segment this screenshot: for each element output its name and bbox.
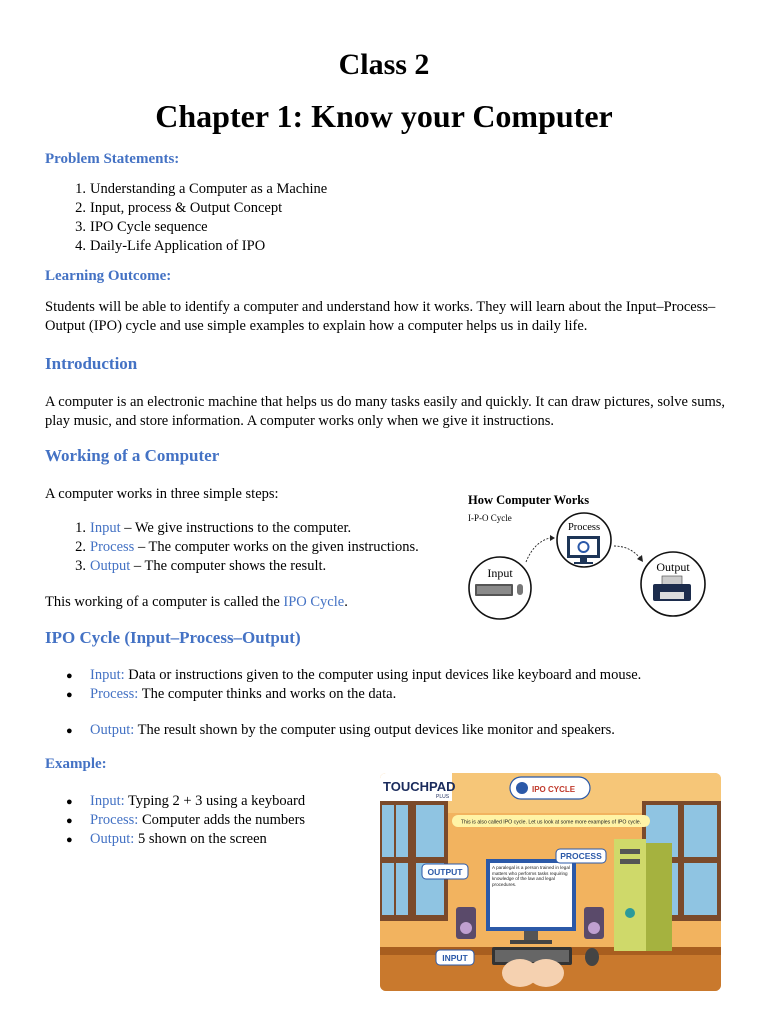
list-item: ● Input: Typing 2 + 3 using a keyboard xyxy=(66,793,306,809)
arrow-process-output xyxy=(614,546,640,558)
ipo-badge-text: IPO CYCLE xyxy=(532,785,576,794)
list-item: 1. Input – We give instructions to the computer. xyxy=(75,520,352,536)
chapter-title: Chapter 1: Know your Computer xyxy=(155,98,613,134)
list-item: 3. IPO Cycle sequence xyxy=(75,219,208,235)
working-lead: A computer works in three simple steps: xyxy=(45,486,279,502)
list-item: ● Process: The computer thinks and works on the data. xyxy=(66,686,397,702)
list-item: 2. Process – The computer works on the given instructions. xyxy=(75,539,419,555)
arrow-input-process xyxy=(526,538,550,562)
output-label: Output xyxy=(656,560,690,574)
list-item: 1. Understanding a Computer as a Machine xyxy=(75,181,328,197)
brand-logo: TOUCHPAD xyxy=(383,779,456,794)
brand-sub: PLUS xyxy=(436,794,450,800)
ipo-heading: IPO Cycle (Input–Process–Output) xyxy=(45,628,301,647)
list-item: ● Output: The result shown by the computer using output devices like monitor and speakers. xyxy=(66,722,615,738)
list-item: ● Process: Computer adds the numbers xyxy=(66,812,306,828)
right-hand xyxy=(528,959,564,987)
intro-text: A computer is an electronic machine that helps us do many tasks easily and quickly. It can draw pictures, solve sums, play music, and store information. A computer works only when we give it instructions. xyxy=(45,394,725,429)
ipo-called-text: This working of a computer is called the IPO Cycle. xyxy=(45,594,348,610)
problem-heading: Problem Statements: xyxy=(45,151,180,167)
working-steps xyxy=(75,519,419,576)
input-label: Input xyxy=(487,566,513,580)
mouse xyxy=(585,948,599,966)
input-tag-text: INPUT xyxy=(442,953,468,963)
working-heading: Working of a Computer xyxy=(45,446,220,465)
outcome-text: Students will be able to identify a computer and understand how it works. They will learn about the Input–Process–Output (IPO) cycle and use simple examples to explain how a computer helps us in daily life. xyxy=(45,299,716,334)
how-computer-works-figure xyxy=(456,480,713,630)
example-list xyxy=(66,792,306,849)
output-tag-text: OUTPUT xyxy=(427,867,463,877)
cpu-tower xyxy=(614,839,646,951)
figure-title: How Computer Works xyxy=(468,493,590,507)
outcome-heading: Learning Outcome: xyxy=(45,268,172,284)
intro-heading: Introduction xyxy=(45,354,138,373)
list-item: 4. Daily-Life Application of IPO xyxy=(75,238,266,254)
example-heading: Example: xyxy=(45,756,107,772)
caption-text: This is also called IPO cycle. Let us look at some more examples of IPO cycle. xyxy=(460,819,642,826)
list-item: ● Input: Data or instructions given to the computer using input devices like keyboard and mouse. xyxy=(66,667,642,683)
process-tag-text: PROCESS xyxy=(560,851,602,861)
list-item: 3. Output – The computer shows the result. xyxy=(75,558,327,574)
page-title: Class 2 xyxy=(338,48,430,81)
process-label: Process xyxy=(567,522,601,533)
ipo-badge-icon xyxy=(516,782,528,794)
list-item: 2. Input, process & Output Concept xyxy=(75,200,283,216)
screen-text: A paralegal is a person trained in legal matters who performs tasks requiring knowledge of the law and legal procedures. xyxy=(492,865,570,887)
problem-list xyxy=(75,180,328,256)
figure-subtitle: I-P-O Cycle xyxy=(468,513,512,523)
list-item: ● Output: 5 shown on the screen xyxy=(66,831,267,847)
ipo-list xyxy=(66,666,642,740)
ipo-cycle-illustration xyxy=(380,773,721,991)
